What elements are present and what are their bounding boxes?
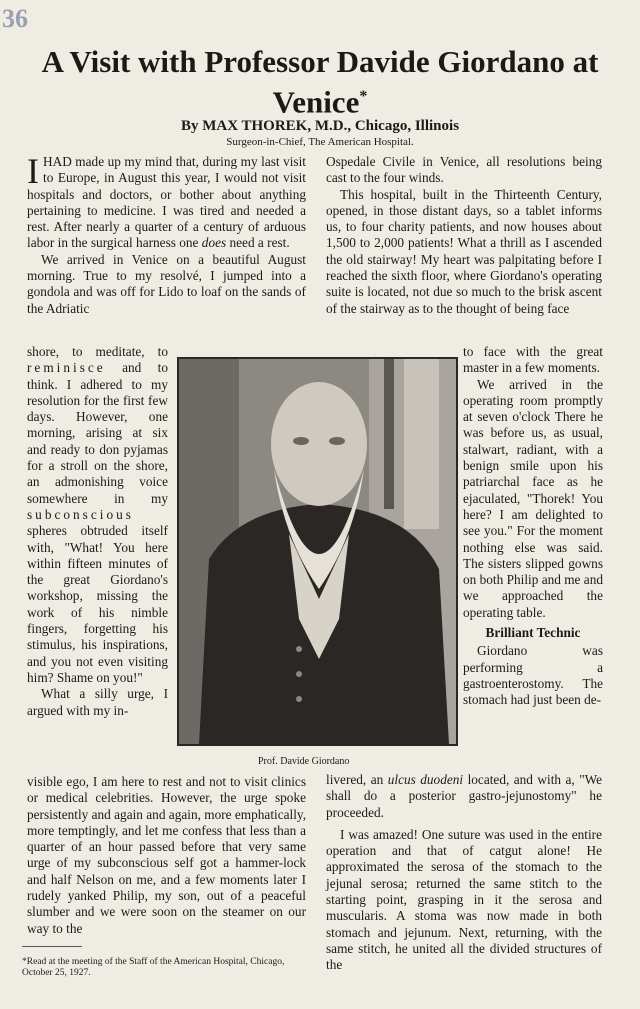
portrait-illustration [179, 359, 456, 744]
page-number: 36 [2, 4, 28, 33]
affiliation: Surgeon-in-Chief, The American Hospital. [226, 136, 414, 148]
column-2-narrow [463, 344, 603, 709]
byline: By MAX THOREK, M.D., Chicago, Illinois [180, 118, 460, 134]
paragraph-continued: visible ego, I am here to rest and not to visit clinics or medical celebrities. However, the urge spoke persistently and again and again, more emphatically, more temptingly, and let me confess that less than a quarter of an hour passed before that very same urge of my subconscious self got a hammer-lock and half Nelson on me, and a few moments later I rudely yanked Philip, my son, out of a peaceful slumber and we were soon on the steamer on our way to the [27, 774, 307, 936]
paragraph-continued: shore, to meditate, to reminisce and to think. I adhered to my resolution for the first few days. However, one morning, arising at six and ready to don pyjamas for a stroll on the shore, an admonishing voice somewhere in my subconscious spheres obtruded itself with, "What! You here within fifteen minutes of the great Giordano's workshop, missing the work of his nimble fingers, forgetting his stimulus, his inspirations, and you not even visiting him? Shame on you!" [27, 344, 168, 685]
paragraph: I was amazed! One suture was used in the entire operation and that of catgut alone! He approximated the serosa of the stomach to the jejunal serosa; returned the same stitch to the starting point, grasping in it the serosa and muscularis. A stoma was now made in both stomach and jejunum. Next, returning, with the same stitch, he united all the divided structures of the [326, 826, 602, 973]
article-title: A Visit with Professor Davide Giordano at Venice* [41, 44, 599, 120]
photo-caption: Prof. Davide Giordano [258, 756, 350, 767]
drop-cap: I [27, 151, 39, 191]
paragraph: We arrived in Venice on a beautiful August morning. True to my resolvé, I jumped into a gondola and was off for Lido to loaf on the sands of the Adriatic [27, 251, 306, 316]
paragraph: This hospital, built in the Thirteenth Century, opened, in those distant days, so a tablet informs us, to four charity patients, and now houses about 1,500 to 2,000 patients! What a thrill as I ascended the old stairway! My heart was palpitating before I reached the sixth floor, where Giordano's operating suite is located, not due so much to the brisk ascent of the stairway as to the thought of being face [326, 186, 602, 316]
column-1-narrow [27, 344, 168, 719]
footnote-rule [22, 946, 82, 947]
column-2-bottom [326, 772, 602, 974]
column-1-top [27, 151, 306, 317]
title-footnote-marker: * [359, 88, 368, 105]
paragraph: Ospedale Civile in Venice, all resolutions being cast to the four winds. [326, 154, 602, 186]
paragraph-continued: to face with the great master in a few moments. [463, 344, 603, 376]
section-heading: Brilliant Technic [485, 625, 581, 641]
column-1-bottom [27, 774, 306, 937]
paragraph: What a silly urge, I argued with my in- [27, 686, 168, 718]
paragraph: Giordano was performing a gastroenterostomy. The stomach had just been de- [463, 643, 603, 708]
paragraph: We arrived in the operating room promptly at seven o'clock There he was before us, as usual, stalwart, radiant, with a benign smile upon his patriarchal face as he ejaculated, "Thorek! You here? I am delighted to see you." For the moment nothing else was said. The sisters slipped gowns on both Philip and me and we approached the operating table. [463, 376, 603, 620]
portrait-photo [177, 357, 458, 746]
footnote: *Read at the meeting of the Staff of the American Hospital, Chicago, October 25, 1927. [22, 957, 285, 978]
paragraph: IHAD made up my mind that, during my last visit to Europe, in August this year, I would not visit hospitals and doctors, or bother about anything pertaining to medicine. I was tired and needed a rest. After nearly a quarter of a century of arduous labor in the surgical harness one does need a rest. [27, 151, 306, 251]
paragraph-continued: livered, an ulcus duodeni located, and with a, "We shall do a posterior gastro-jejunostomy" he proceeded. [326, 772, 603, 820]
column-2-top [326, 154, 602, 317]
